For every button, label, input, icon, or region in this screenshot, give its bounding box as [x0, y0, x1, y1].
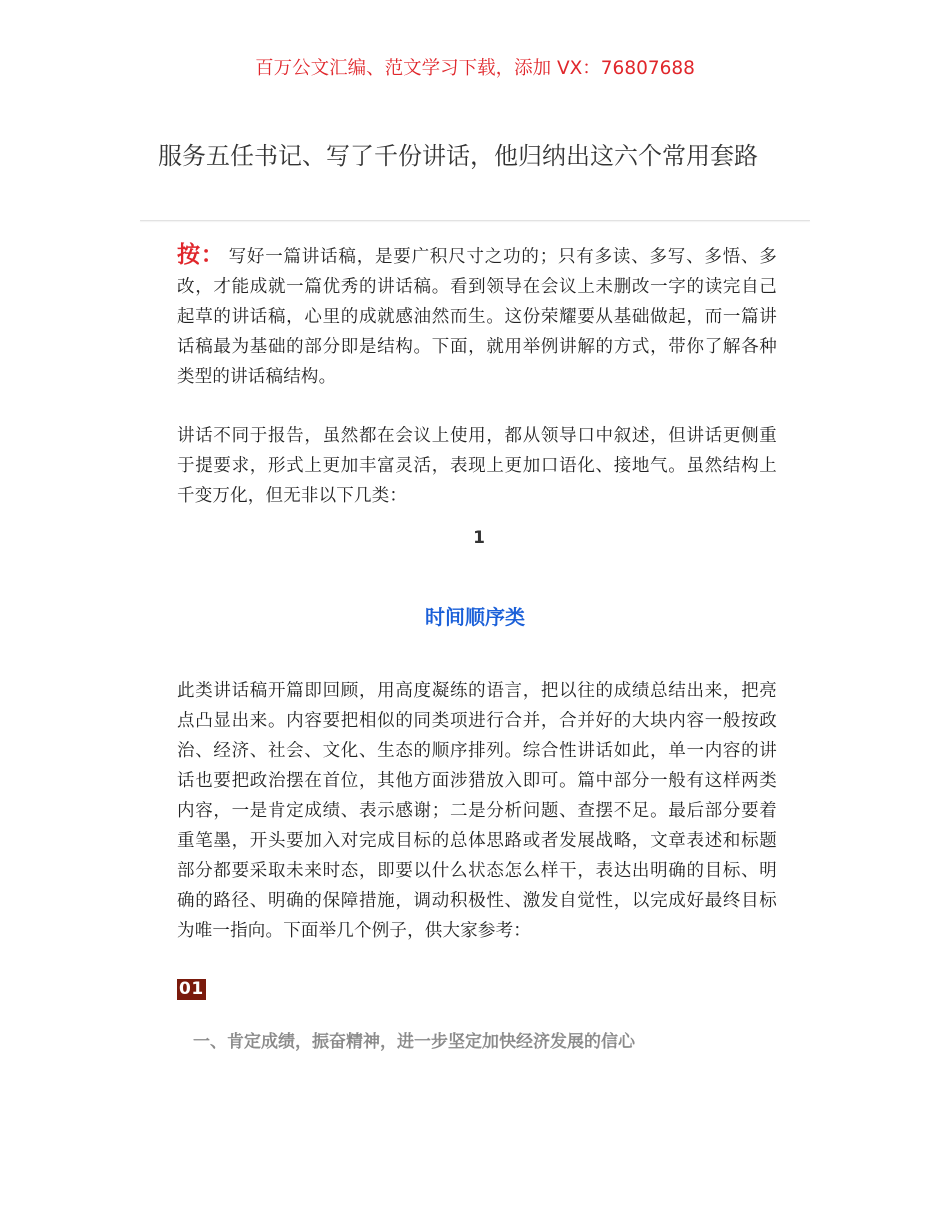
lead-paragraph	[177, 240, 777, 392]
article-title: 服务五任书记、写了千份讲话，他归纳出这六个常用套路	[158, 142, 758, 170]
section-title: 时间顺序类	[425, 605, 525, 629]
example-heading: 一、肯定成绩，振奋精神，进一步坚定加快经济发展的信心	[193, 1032, 635, 1052]
lead-text: 写好一篇讲话稿，是要广积尺寸之功的；只有多读、多写、多悟、多改，才能成就一篇优秀的讲话稿。看到领导在会议上未删改一字的读完自己起草的讲话稿，心里的成就感油然而生。这份荣耀要从基础做起，而一篇讲话稿最为基础的部分即是结构。下面，就用举例讲解的方式，带你了解各种类型的讲话稿结构。	[177, 247, 778, 387]
section-number: 1	[473, 528, 485, 548]
example-badge: 01	[179, 979, 204, 999]
title-divider	[140, 220, 810, 221]
intro-paragraph: 讲话不同于报告，虽然都在会议上使用，都从领导口中叙述，但讲话更侧重于提要求，形式上更加丰富灵活，表现上更加口语化、接地气。虽然结构上千变万化，但无非以下几类：	[177, 426, 777, 506]
watermark-banner: 百万公文汇编、范文学习下载，添加 VX：76807688	[255, 58, 695, 79]
lead-label: 按：	[177, 242, 225, 268]
section-body: 此类讲话稿开篇即回顾，用高度凝练的语言，把以往的成绩总结出来，把亮点凸显出来。内容要把相似的同类项进行合并，合并好的大块内容一般按政治、经济、社会、文化、生态的顺序排列。综合性讲话如此，单一内容的讲话也要把政治摆在首位，其他方面涉猎放入即可。篇中部分一般有这样两类内容，一是肯定成绩、表示感谢；二是分析问题、查摆不足。最后部分要着重笔墨，开头要加入对完成目标的总体思路或者发展战略，文章表述和标题部分都要采取未来时态，即要以什么状态怎么样干，表达出明确的目标、明确的路径、明确的保障措施，调动积极性、激发自觉性，以完成好最终目标为唯一指向。下面举几个例子，供大家参考：	[177, 681, 777, 941]
